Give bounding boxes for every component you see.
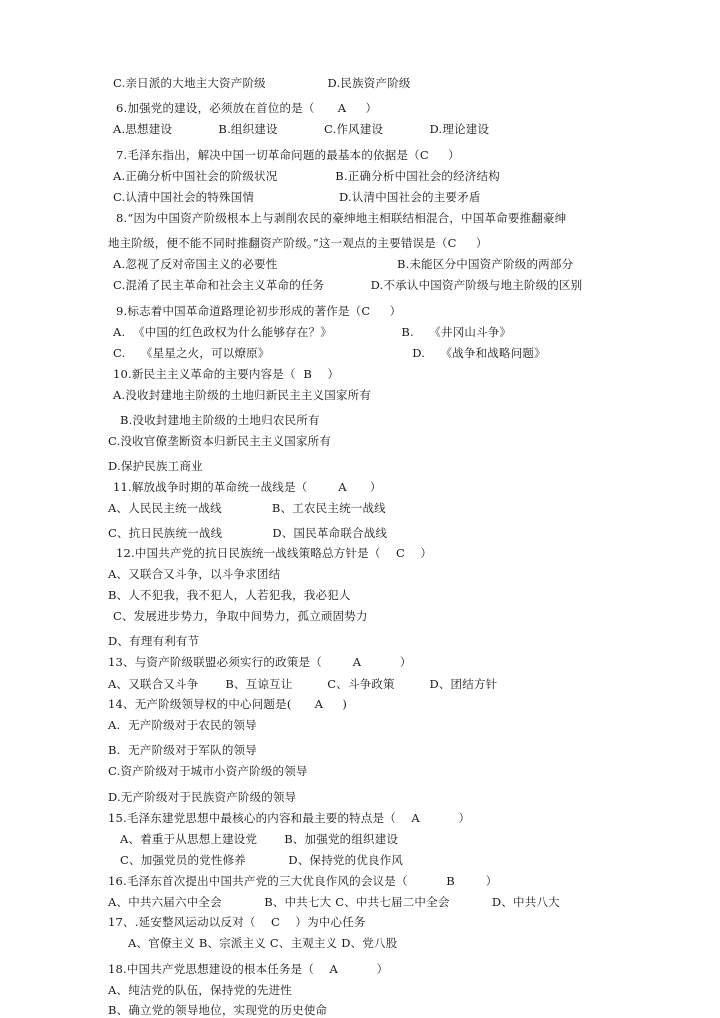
- text-line-q15-options-cd: C、加强党员的党性修养 D、保持党的优良作风: [120, 853, 404, 867]
- text-line-q7-options-ab: A.正确分析中国社会的阶级状况 B.正确分析中国社会的经济结构: [113, 169, 500, 183]
- text-line-q8-options-cd: C.混淆了民主革命和社会主义革命的任务 D.不承认中国资产阶级与地主阶级的区别: [113, 278, 583, 292]
- text-line-q11-options-cd: C、抗日民族统一战线 D、国民革命联合战线: [108, 526, 388, 540]
- text-line-q17-options: A、官僚主义 B、宗派主义 C、主观主义 D、党八股: [128, 936, 398, 950]
- text-line-q12-option-a: A、又联合又斗争，以斗争求团结: [108, 567, 281, 581]
- text-line-q16-question: 16.毛泽东首次提出中国共产党的三大优良作风的会议是（ B ）: [108, 874, 498, 888]
- text-line-q16-options: A、中共六届六中全会 B、中共七大 C、中共七届二中全会 D、中共八大: [108, 895, 560, 909]
- text-line-q18-option-b: B、确立党的领导地位，实现党的历史使命: [108, 1003, 328, 1017]
- text-line-q15-options-ab: A、着重于从思想上建设党 B、加强党的组织建设: [120, 832, 399, 846]
- text-line-q18-question: 18.中国共产党思想建设的根本任务是（ A ）: [108, 962, 389, 976]
- text-line-q18-option-a: A、纯洁党的队伍，保持党的先进性: [108, 983, 293, 997]
- text-line-q13-options: A、又联合又斗争 B、互谅互让 C、斗争政策 D、团结方针: [108, 677, 498, 691]
- text-line-q14-option-c: C.资产阶级对于城市小资产阶级的领导: [108, 764, 308, 778]
- text-line-q6-options: A.思想建设 B.组织建设 C.作风建设 D.理论建设: [113, 122, 490, 136]
- text-line-q11-options-ab: A、人民民主统一战线 B、工农民主统一战线: [108, 501, 386, 515]
- text-line-q13-question: 13、与资产阶级联盟必须实行的政策是（ A ）: [108, 655, 412, 669]
- text-line-q10-option-b: B.没收封建地主阶级的土地归农民所有: [120, 413, 320, 427]
- text-line-q10-question: 10.新民主主义革命的主要内容是（ B ）: [113, 367, 340, 381]
- text-line-q12-question: 12.中国共产党的抗日民族统一战线策略总方针是（ C ）: [116, 546, 433, 560]
- text-line-q12-option-d: D、有理有利有节: [108, 634, 200, 648]
- text-line-q8-question-1: 8.“因为中国资产阶级根本上与剥削农民的豪绅地主相联结相混合，中国革命要推翻豪绅: [116, 211, 567, 225]
- text-line-q6-question: 6.加强党的建设，必须放在首位的是（ A ）: [116, 101, 378, 115]
- text-line-q12-option-b: B、人不犯我，我不犯人，人若犯我，我必犯人: [108, 588, 351, 602]
- text-line-q5-option-c-d: C.亲日派的大地主大资产阶级 D.民族资产阶级: [113, 76, 411, 90]
- text-line-q14-option-a: A. 无产阶级对于农民的领导: [108, 718, 257, 732]
- text-line-q8-options-ab: A.忽视了反对帝国主义的必要性 B.未能区分中国资产阶级的两部分: [113, 257, 574, 271]
- text-line-q14-option-d: D.无产阶级对于民族资产阶级的领导: [108, 790, 297, 804]
- text-line-q10-option-c: C.没收官僚垄断资本归新民主主义国家所有: [108, 434, 332, 448]
- text-line-q10-option-d: D.保护民族工商业: [108, 459, 203, 473]
- text-line-q14-option-b: B. 无产阶级对于军队的领导: [108, 743, 257, 757]
- text-line-q14-question: 14、无产阶级领导权的中心问题是( A ): [108, 697, 348, 711]
- text-line-q7-options-cd: C.认清中国社会的特殊国情 D.认清中国社会的主要矛盾: [113, 190, 481, 204]
- text-line-q8-question-2: 地主阶级，便不能不同时推翻资产阶级。”这一观点的主要错误是（C ）: [108, 236, 488, 250]
- text-line-q17-question: 17、.延安整风运动以反对（ C ）为中心任务: [108, 915, 366, 929]
- text-line-q9-options-cd: C. 《星星之火，可以燎原》 D. 《战争和战略问题》: [113, 346, 546, 360]
- text-line-q9-options-ab: A. 《中国的红色政权为什么能够存在？》 B. 《井冈山斗争》: [113, 325, 512, 339]
- text-line-q9-question: 9.标志着中国革命道路理论初步形成的著作是（C ）: [116, 304, 402, 318]
- text-line-q10-option-a: A.没收封建地主阶级的土地归新民主主义国家所有: [113, 388, 372, 402]
- text-line-q7-question: 7.毛泽东指出，解决中国一切革命问题的最基本的依据是（C ）: [116, 148, 460, 162]
- text-line-q15-question: 15.毛泽东建党思想中最核心的内容和最主要的特点是（ A ）: [108, 811, 471, 825]
- text-line-q12-option-c: C、发展进步势力，争取中间势力，孤立顽固势力: [113, 609, 368, 623]
- text-line-q11-question: 11.解放战争时期的革命统一战线是（ A ）: [113, 480, 382, 494]
